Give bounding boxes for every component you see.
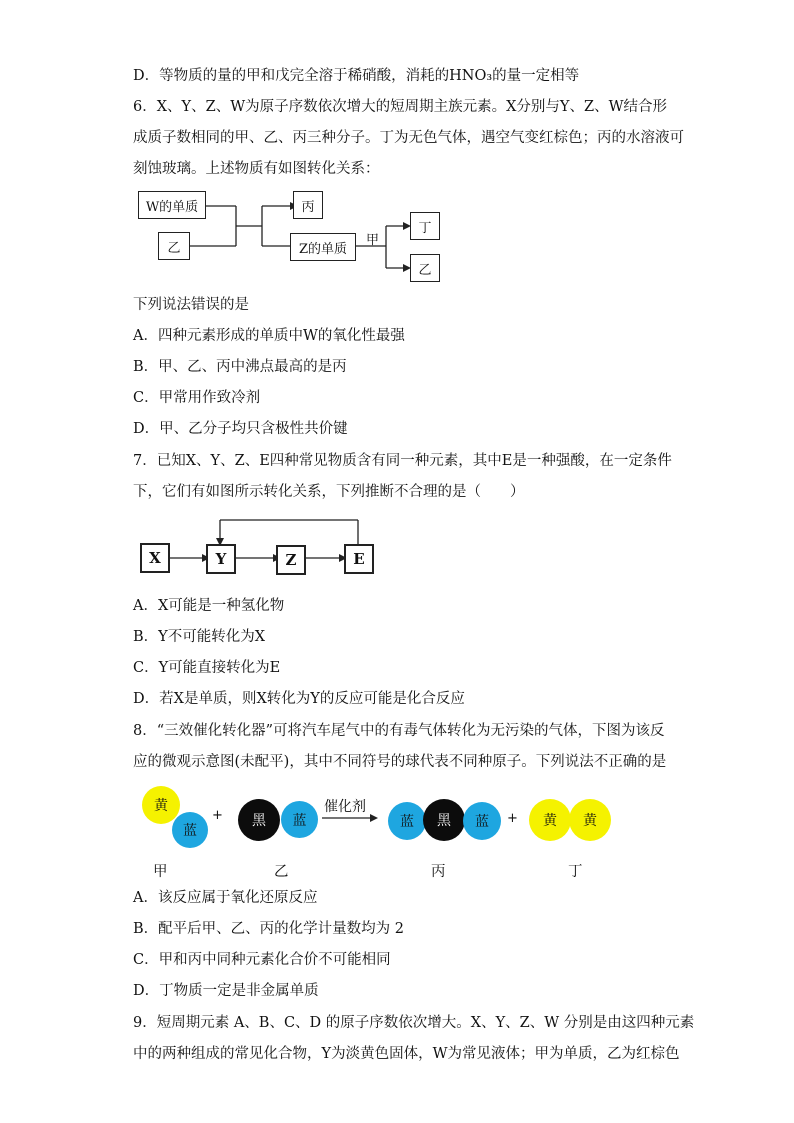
q6-option-a: A．四种元素形成的单质中W的氧化性最强 [133,328,405,344]
q6-option-d: D．甲、乙分子均只含极性共价键 [133,421,348,437]
q8-option-c: C．甲和丙中同种元素化合价不可能相同 [133,952,391,968]
q8-option-b: B．配平后甲、乙、丙的化学计量数均为 2 [133,921,404,937]
box-z: Z [276,545,306,575]
q6-stem-line-1: 6．X、Y、Z、W为原子序数依次增大的短周期主族元素。X分别与Y、Z、W结合形 [133,99,667,115]
label-jia: 甲 [153,864,168,880]
q9-stem-line-2: 中的两种组成的常见化合物，Y为淡黄色固体，W为常见液体；甲为单质，乙为红棕色 [133,1046,680,1062]
q9-stem-line-1: 9．短周期元素 A、B、C、D 的原子序数依次增大。X、Y、Z、W 分别是由这四种元素 [133,1015,695,1031]
atom-blue-yi: 蓝 [281,801,318,838]
q8-stem-line-1: 8．“三效催化转化器”可将汽车尾气中的有毒气体转化为无污染的气体，下图为该反 [133,723,665,739]
q6-stem-line-2: 成质子数相同的甲、乙、丙三种分子。丁为无色气体，遇空气变红棕色；丙的水溶液可 [133,130,684,146]
atom-black-yi: 黑 [238,799,280,841]
atom-black-bing: 黑 [423,799,465,841]
box-y: Y [206,544,236,574]
catalyst-label: 催化剂 [324,799,366,815]
q6-option-c: C．甲常用作致冷剂 [133,390,261,406]
q6-stem-line-3: 刻蚀玻璃。上述物质有如图转化关系： [133,161,380,177]
atom-yellow-ding-right: 黄 [569,799,611,841]
q8-option-a: A．该反应属于氧化还原反应 [133,890,318,906]
label-yi: 乙 [274,864,289,880]
atom-yellow-jia: 黄 [142,786,180,824]
plus-sign-2: + [507,811,518,826]
plus-sign-1: + [212,808,223,823]
q7-stem-line-1: 7．已知X、Y、Z、E四种常见物质含有同一种元素，其中E是一种强酸，在一定条件 [133,453,672,469]
q7-stem-line-2: 下，它们有如图所示转化关系，下列推断不合理的是（ ） [133,484,525,500]
box-yi-product: 乙 [410,254,440,282]
atom-blue-jia: 蓝 [172,812,208,848]
box-ding: 丁 [410,212,440,240]
box-x: X [140,543,170,573]
q7-option-b: B．Y不可能转化为X [133,629,266,645]
atom-blue-bing-right: 蓝 [463,802,501,840]
q7-option-c: C．Y可能直接转化为E [133,660,281,676]
box-yi: 乙 [158,232,190,260]
label-bing: 丙 [431,864,446,880]
reagent-jia-label: 甲 [366,233,380,248]
q8-option-d: D．丁物质一定是非金属单质 [133,983,319,999]
q7-option-a: A．X可能是一种氢化物 [133,598,285,614]
atom-yellow-ding-left: 黄 [529,799,571,841]
q7-option-d: D．若X是单质，则X转化为Y的反应可能是化合反应 [133,691,465,707]
q8-stem-line-2: 应的微观示意图(未配平)，其中不同符号的球代表不同种原子。下列说法不正确的是 [133,754,667,770]
q6-option-b: B．甲、乙、丙中沸点最高的是丙 [133,359,347,375]
box-z-simple-substance: Z的单质 [290,233,356,261]
label-ding: 丁 [568,864,583,880]
q6-prompt: 下列说法错误的是 [133,297,249,313]
box-w-simple-substance: W的单质 [138,191,206,219]
box-e: E [344,544,374,574]
box-bing: 丙 [293,191,323,219]
atom-blue-bing-left: 蓝 [388,802,426,840]
q5-option-d: D．等物质的量的甲和戊完全溶于稀硝酸，消耗的HNO₃的量一定相等 [133,68,580,84]
